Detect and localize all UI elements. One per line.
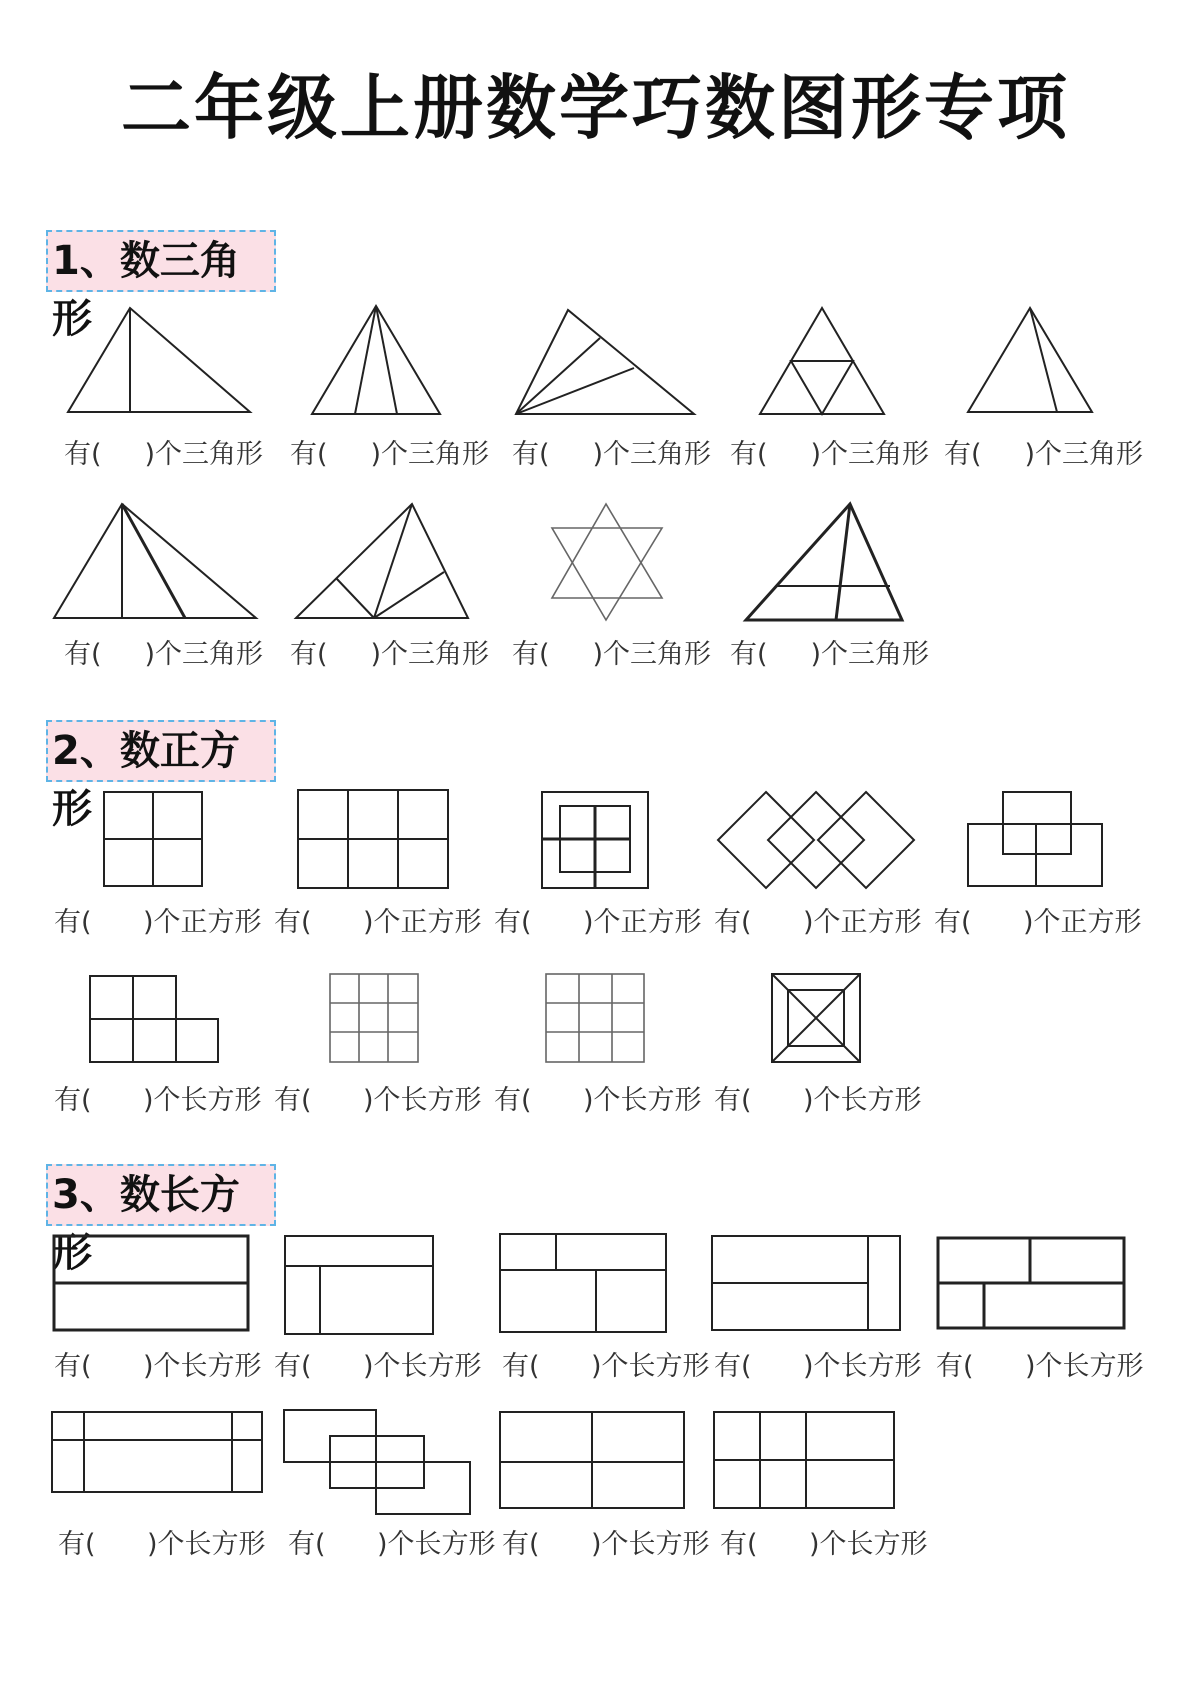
square-figure-5: [968, 792, 1102, 886]
rect3-figure-8: [500, 1412, 684, 1508]
caption-rect-1: 有( )个长方形: [54, 1351, 262, 1382]
section-heading-rectangles: 3、数长方形: [46, 1164, 276, 1226]
square-figure-4: [718, 792, 914, 888]
rect-figure-nested-cross: [772, 974, 860, 1062]
square-figure-1: [104, 792, 202, 886]
triangle-figure-1: [68, 308, 250, 412]
caption-rect-grid-4: 有( )个长方形: [714, 1085, 922, 1116]
caption-triangle-7: 有( )个三角形: [290, 639, 489, 670]
caption-rect-grid-3: 有( )个长方形: [494, 1085, 702, 1116]
rect3-figure-3: [500, 1234, 666, 1332]
rect-figure-grid-3x3: [330, 974, 418, 1062]
section-heading-squares: 2、数正方形: [46, 720, 276, 782]
caption-triangle-8: 有( )个三角形: [512, 639, 711, 670]
triangle-figure-4: [760, 308, 884, 414]
caption-rect-2: 有( )个长方形: [274, 1351, 482, 1382]
caption-rect-grid-1: 有( )个长方形: [54, 1085, 262, 1116]
caption-rect-8: 有( )个长方形: [502, 1529, 710, 1560]
rect3-figure-6: [52, 1412, 262, 1492]
caption-rect-7: 有( )个长方形: [288, 1529, 496, 1560]
caption-square-2: 有( )个正方形: [274, 907, 482, 938]
rect3-figure-2: [285, 1236, 433, 1334]
caption-triangle-3: 有( )个三角形: [512, 439, 711, 470]
rect3-figure-5: [938, 1238, 1124, 1328]
section-heading-triangles: 1、数三角形: [46, 230, 276, 292]
caption-rect-4: 有( )个长方形: [714, 1351, 922, 1382]
rect3-figure-4: [712, 1236, 900, 1330]
caption-rect-9: 有( )个长方形: [720, 1529, 928, 1560]
caption-triangle-1: 有( )个三角形: [64, 439, 263, 470]
triangle-figure-6: [54, 504, 256, 618]
caption-rect-5: 有( )个长方形: [936, 1351, 1144, 1382]
caption-triangle-4: 有( )个三角形: [730, 439, 929, 470]
triangle-figure-3: [516, 310, 694, 414]
caption-triangle-9: 有( )个三角形: [730, 639, 929, 670]
rect3-figure-1: [54, 1236, 248, 1330]
square-figure-3: [542, 792, 648, 888]
caption-square-3: 有( )个正方形: [494, 907, 702, 938]
square-figure-2: [298, 790, 448, 888]
caption-rect-6: 有( )个长方形: [58, 1529, 266, 1560]
page-title: 二年级上册数学巧数图形专项: [121, 67, 1070, 149]
caption-rect-3: 有( )个长方形: [502, 1351, 710, 1382]
rect3-figure-7: [284, 1410, 470, 1514]
rect3-figure-9: [714, 1412, 894, 1508]
caption-square-5: 有( )个正方形: [934, 907, 1142, 938]
triangle-figure-9: [746, 504, 902, 620]
caption-rect-grid-2: 有( )个长方形: [274, 1085, 482, 1116]
caption-square-1: 有( )个正方形: [54, 907, 262, 938]
caption-square-4: 有( )个正方形: [714, 907, 922, 938]
caption-triangle-2: 有( )个三角形: [290, 439, 489, 470]
caption-triangle-6: 有( )个三角形: [64, 639, 263, 670]
rect-figure-grid-gap: [546, 974, 644, 1062]
triangle-figure-7: [296, 504, 468, 618]
caption-triangle-5: 有( )个三角形: [944, 439, 1143, 470]
rect-figure-grid-L: [90, 976, 218, 1062]
triangle-figure-5: [968, 308, 1092, 412]
triangle-figure-2: [312, 306, 440, 414]
triangle-figure-8-star: [552, 504, 662, 620]
